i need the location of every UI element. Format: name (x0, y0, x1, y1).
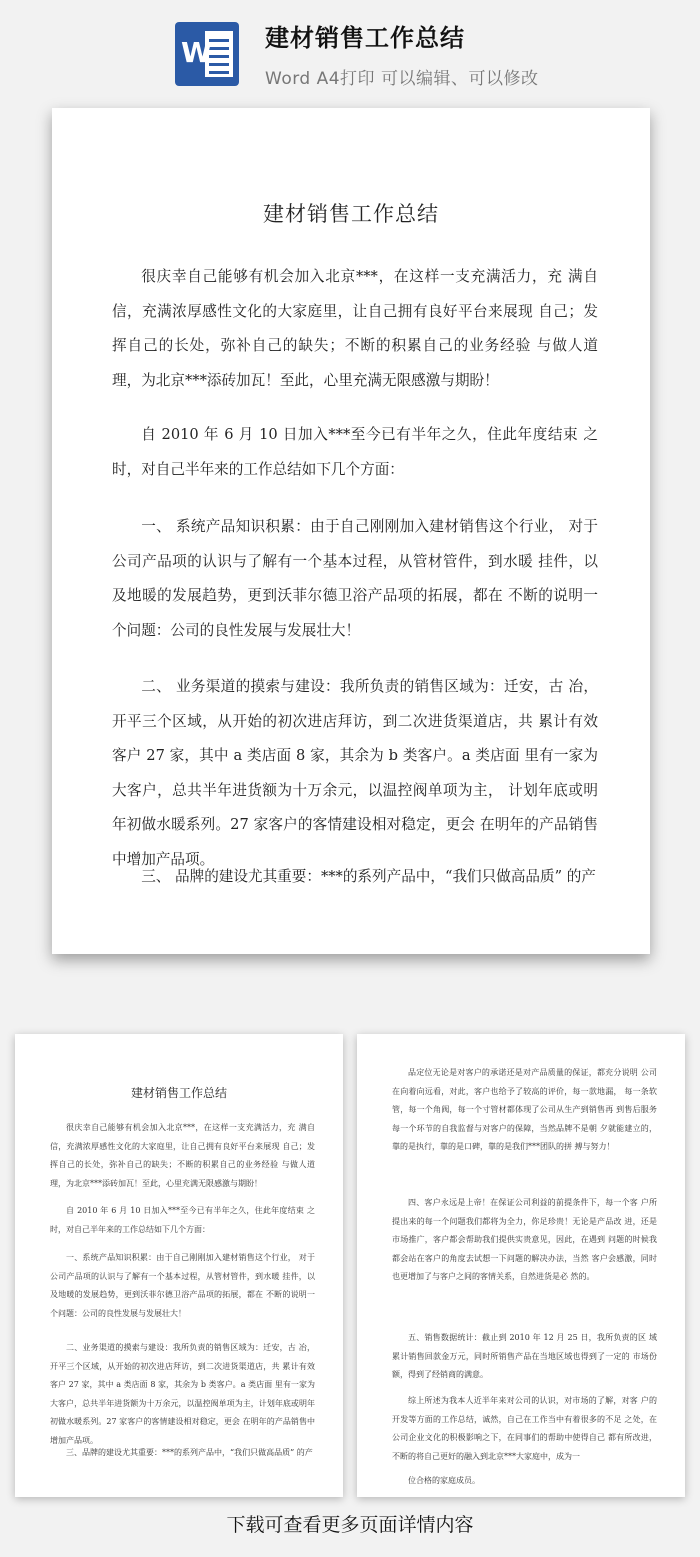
word-icon-letter: W (181, 36, 212, 69)
thumbnail-paragraph: 四、客户永远是上帝！在保证公司利益的前提条件下，每一个客 户所提出来的每一个问题我们都将为全力，你足珍贵！无论是产品改 进，还是市场推广，客户都会帮助我们提供实贵意见，因此，在遇到 问题的时候我都会站在客户的角度去试想一下问题的解决办法，当然 客户会感激，同时也更增加了与客户之间的客情关系，自然进货是必 然的。 (392, 1198, 657, 1281)
document-title: 建材销售工作总结 (263, 202, 439, 226)
thumbnail-page-1[interactable] (15, 1034, 343, 1497)
thumbnail-paragraph: 很庆幸自己能够有机会加入北京***，在这样一支充满活力，充 满自信，充满浓厚感性文化的大家庭里，让自己拥有良好平台来展现 自己；发挥自己的长处，弥补自己的缺失；不断的积累自己的业务经验 与做人道理，为北京***添砖加瓦！至此，心里充满无限感激与期盼！ (50, 1123, 315, 1188)
paragraph-section-1: 一、 系统产品知识积累：由于自己刚刚加入建材销售这个行业， 对于公司产品项的认识与了解有一个基本过程，从管材管件，到水暖 挂件，以及地暖的发展趋势，更到沃菲尔德卫浴产品项的拓展，都在 不断的说明一个问题：公司的良性发展与发展壮大！ (112, 518, 598, 639)
download-more-link[interactable]: 下载可查看更多页面详情内容 (226, 1514, 474, 1536)
thumbnail-title: 建材销售工作总结 (130, 1086, 227, 1100)
paragraph-summary-intro: 自 2010 年 6 月 10 日加入***至今已有半年之久，住此年度结束 之时，对自己半年来的工作总结如下几个方面： (112, 426, 598, 478)
thumbnail-paragraph: 位合格的家庭成员。 (408, 1476, 480, 1485)
header (0, 0, 700, 100)
header-title: 建材销售工作总结 (265, 24, 465, 52)
thumbnail-paragraph: 综上所述为我本人近半年来对公司的认识，对市场的了解，对客 户的开发等方面的工作总结，诚然，自己在工作当中有着很多的不足 之处，在公司企业文化的积极影响之下，在同事们的帮助中使得自己 都有所改进，不断的将自己更好的融入到北京***大家庭中，成为一 (392, 1396, 657, 1461)
word-icon (175, 22, 239, 86)
thumbnail-paragraph: 三、品牌的建设尤其重要：***的系列产品中，“我们只做高品质” 的产 (66, 1448, 313, 1457)
paragraph-intro: 很庆幸自己能够有机会加入北京***，在这样一支充满活力，充 满自信，充满浓厚感性文化的大家庭里，让自己拥有良好平台来展现 自己；发挥自己的长处，弥补自己的缺失；不断的积累自己的业务经验 与做人道理，为北京***添砖加瓦！至此，心里充满无限感激与期盼！ (112, 268, 598, 389)
thumbnail-paragraph: 自 2010 年 6 月 10 日加入***至今已有半年之久，住此年度结束 之时，对自己半年来的工作总结如下几个方面： (50, 1206, 315, 1234)
thumbnail-paragraph: 品定位无论是对客户的承诺还是对产品质量的保证，都充分说明 公司在向着向远看，对此，客户也给予了较高的评价，每一款地漏， 每一条软管，每一个角阀，每一个寸管材都体现了公司从生产到销售再 到售后服务每一个环节的自我监督与对客户的保障，当然品牌不是朝 夕就能建立的，靠的是执行，靠的是口碑，靠的是我们***团队的拼 搏与努力！ (392, 1068, 657, 1151)
paragraph-section-2: 二、 业务渠道的摸索与建设：我所负责的销售区域为：迁安，古 冶，开平三个区域，从开始的初次进店拜访，到二次进货渠道店，共 累计有效客户 27 家，其中 a 类店面 8 家，其余为 b 类客户。a 类店面 里有一家为大客户，总共半年进货额为十万余元，以温控阀单项为主， 计划年底或明年初做水暖系列。27 家客户的客情建设相对稳定，更会 在明年的产品销售中增加产品项。 (112, 678, 598, 868)
thumbnail-paragraph: 五、销售数据统计：截止到 2010 年 12 月 25 日，我所负责的区 域累计销售回款金万元，同时所销售产品在当地区域也得到了一定的 市场份额，得到了经销商的满意。 (392, 1333, 657, 1379)
paragraph-section-3: 三、 品牌的建设尤其重要：***的系列产品中，“我们只做高品质” 的产 (141, 868, 596, 885)
header-subtitle: Word A4打印 可以编辑、可以修改 (265, 69, 539, 89)
thumbnail-paragraph: 二、业务渠道的摸索与建设：我所负责的销售区域为：迁安，古 冶，开平三个区域，从开始的初次进店拜访，到二次进货渠道店，共 累计有效客户 27 家，其中 a 类店面 8 家，其余为 b 类客户。a 类店面 里有一家为大客户，总共半年进货额为十万余元，以温控阀单项为主，计划年底或明年初做水暖系列。27 家客户的客情建设相对稳定，更会 在明年的产品销售中增加产品项。 (50, 1343, 315, 1445)
preview-page (52, 108, 650, 954)
thumbnail-page-2[interactable] (357, 1034, 685, 1497)
thumbnail-paragraph: 一、系统产品知识积累：由于自己刚刚加入建材销售这个行业， 对于公司产品项的认识与了解有一个基本过程，从管材管件，到水暖 挂件，以及地暖的发展趋势，更到沃菲尔德卫浴产品项的拓展，都在 不断的说明一个问题：公司的良性发展与发展壮大！ (50, 1253, 315, 1318)
